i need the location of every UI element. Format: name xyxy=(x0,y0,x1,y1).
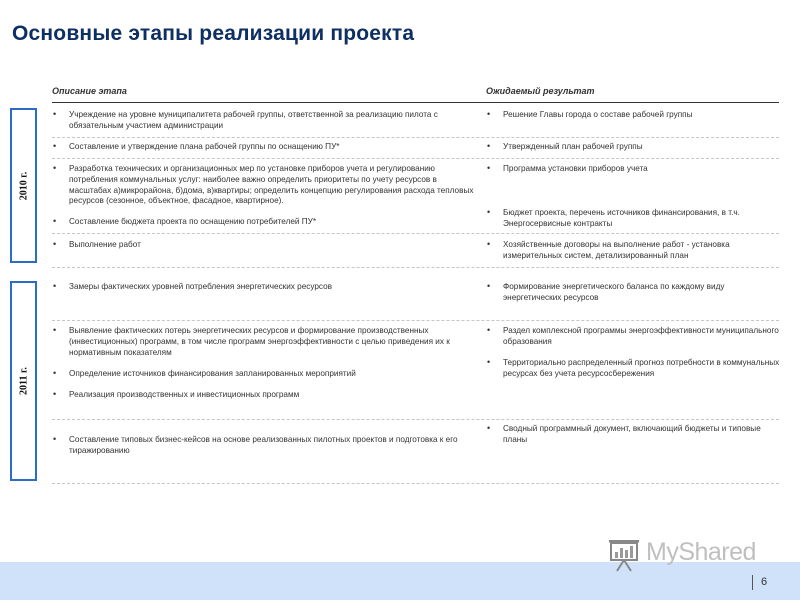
result-item: • Территориально распределенный прогноз потребности в коммунальных ресурсах без учета ресурсосбережения xyxy=(486,358,782,380)
result-item: • Хозяйственные договоры на выполнение работ - установка измерительных систем, детализированный план xyxy=(486,240,782,262)
result-item: • Решение Главы города о составе рабочей группы xyxy=(486,110,782,121)
column-header-result: Ожидаемый результат xyxy=(486,86,595,96)
row-divider xyxy=(52,158,779,159)
stage-item: • Реализация производственных и инвестиционных программ xyxy=(52,390,480,401)
stage-item: • Выявление фактических потерь энергетических ресурсов и формирование производственных (инвестиционных) программ, в том числе программ энергоэффективности с целью приведения их к нормативным показателям xyxy=(52,326,480,358)
stage-item: • Составление бюджета проекта по оснащению потребителей ПУ* xyxy=(52,217,480,228)
page-number-separator xyxy=(752,575,753,590)
result-item: • Программа установки приборов учета xyxy=(486,164,782,175)
result-item: • Сводный программный документ, включающий бюджеты и типовые планы xyxy=(486,424,782,446)
stage-item: • Выполнение работ xyxy=(52,240,480,251)
stage-item: • Определение источников финансирования запланированных мероприятий xyxy=(52,369,480,380)
year-label-2011: 2011 г. xyxy=(18,367,29,395)
row-divider xyxy=(52,267,779,268)
stage-item: • Разработка технических и организационных мер по установке приборов учета и регулированию потребления коммунальных услуг: наиболее важно определить приоритеты по учету ресурсов в масштабах а)микрорайона, б)дома, в)квартиры; определить концепцию регулирования расхода тепловых ресурсов (сезонное, объектное, фасадное, квартирное). xyxy=(52,164,480,207)
row-divider xyxy=(52,320,779,321)
logo-text: MyShared xyxy=(646,538,756,566)
row-divider xyxy=(52,419,779,420)
year-box-2011 xyxy=(10,281,37,481)
row-divider xyxy=(52,233,779,234)
page-number: 6 xyxy=(761,576,768,588)
stage-item: • Замеры фактических уровней потребления энергетических ресурсов xyxy=(52,282,480,293)
result-item: • Бюджет проекта, перечень источников финансирования, в т.ч. Энергосервисные контракты xyxy=(486,208,782,230)
row-divider xyxy=(52,483,779,484)
header-rule xyxy=(52,102,779,103)
row-divider xyxy=(52,137,779,138)
stage-item: • Составление и утверждение плана рабочей группы по оснащению ПУ* xyxy=(52,142,480,153)
result-item: • Раздел комплексной программы энергоэффективности муниципального образования xyxy=(486,326,782,348)
page-title: Основные этапы реализации проекта xyxy=(12,22,415,45)
result-item: • Утвержденный план рабочей группы xyxy=(486,142,782,153)
presentation-board-icon xyxy=(606,537,642,573)
year-label-2010: 2010 г. xyxy=(18,171,29,200)
stage-item: • Учреждение на уровне муниципалитета рабочей группы, ответственной за реализацию пилота с обязательным участием администрации xyxy=(52,110,480,132)
year-box-2010 xyxy=(10,108,37,263)
result-item: • Формирование энергетического баланса по каждому виду энергетических ресурсов xyxy=(486,282,782,304)
stage-item: • Составление типовых бизнес-кейсов на основе реализованных пилотных проектов и подготовка к его тиражированию xyxy=(52,435,480,457)
myshared-logo xyxy=(606,537,768,575)
column-header-description: Описание этапа xyxy=(52,86,127,96)
